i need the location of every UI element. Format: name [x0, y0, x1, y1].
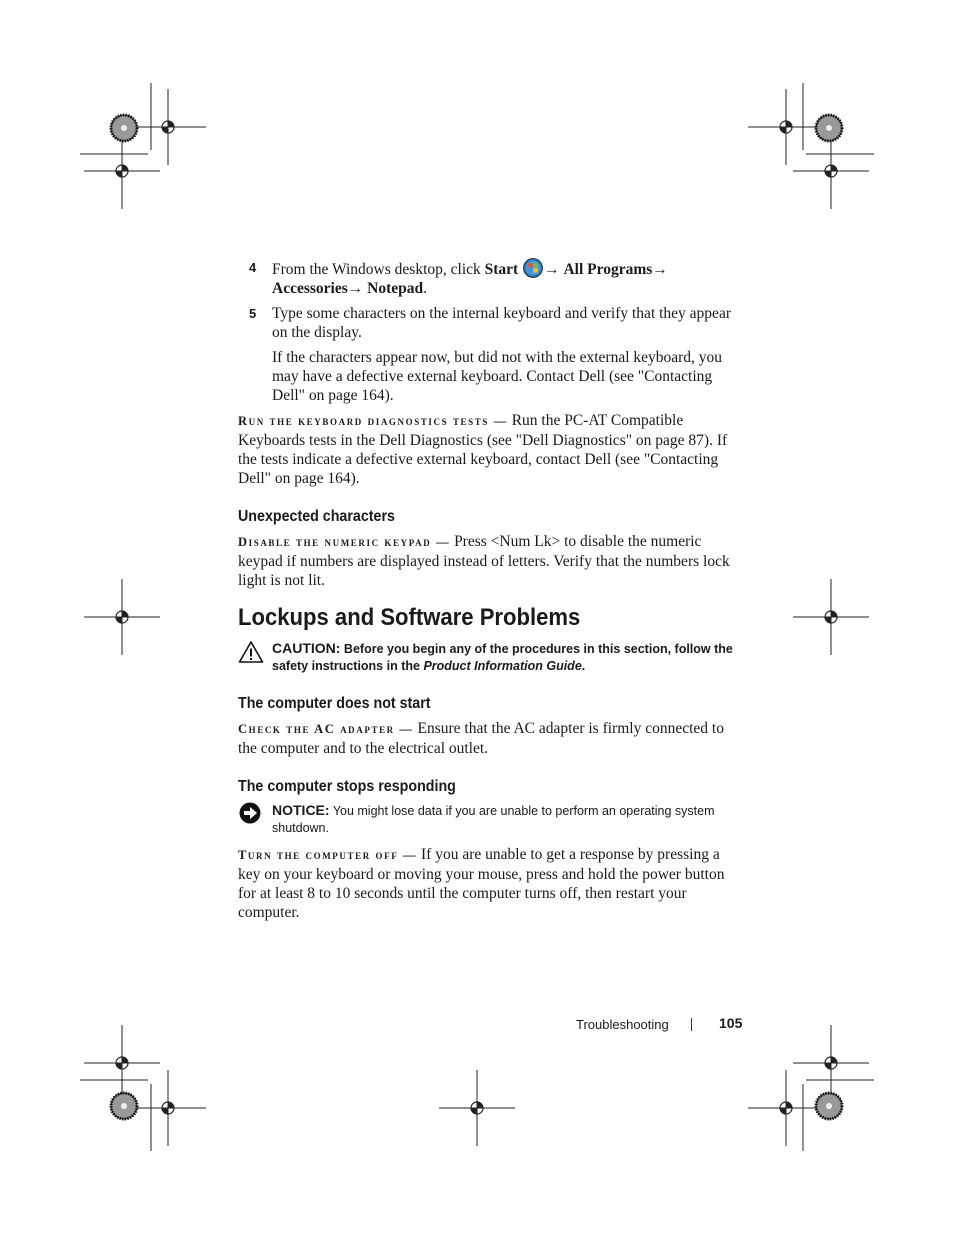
- runin-heading: Disable the numeric keypad —: [238, 535, 451, 549]
- windows-start-icon: [523, 258, 543, 278]
- runin-heading: Check the AC adapter —: [238, 722, 414, 736]
- page-number: 105: [719, 1015, 743, 1031]
- menu-arrow: →: [652, 261, 668, 278]
- caution-end: .: [581, 659, 586, 673]
- step-number: 5: [249, 306, 257, 321]
- all-programs-label: All Programs: [563, 261, 653, 278]
- notice-text: You might lose data if you are unable to perform an operating system shutdown.: [272, 804, 715, 835]
- turn-off-paragraph: [238, 845, 738, 922]
- caution-text: Before you begin any of the procedures in this section, follow the safety instructions in the: [272, 642, 733, 673]
- start-label: Start: [484, 261, 519, 278]
- registration-mark-icon: [130, 1070, 206, 1146]
- section-heading: The computer does not start: [238, 695, 431, 712]
- diagnostics-paragraph: [238, 411, 738, 488]
- registration-mark-icon: [439, 1070, 515, 1146]
- menu-arrow: →: [544, 261, 560, 278]
- color-bar-star-icon: [111, 1093, 137, 1119]
- notepad-label: Notepad: [367, 280, 424, 297]
- notice-label: NOTICE:: [272, 802, 330, 818]
- step-period: .: [423, 280, 427, 297]
- notice-note: [238, 802, 738, 837]
- caution-note: [238, 640, 738, 675]
- runin-heading: Run the keyboard diagnostics tests —: [238, 414, 508, 428]
- notice-arrow-icon: [238, 802, 264, 826]
- registration-mark-icon: [793, 1025, 869, 1101]
- chapter-heading: Lockups and Software Problems: [238, 604, 581, 631]
- caution-guide-title: Product Information Guide: [423, 659, 582, 673]
- runin-heading: Turn the computer off —: [238, 848, 418, 862]
- ac-adapter-paragraph: [238, 719, 738, 758]
- registration-mark-icon: [84, 133, 160, 209]
- color-bar-star-icon: [111, 115, 137, 141]
- section-heading: Unexpected characters: [238, 508, 395, 525]
- page-content: [238, 258, 738, 930]
- step-text: From the Windows desktop, click: [272, 261, 485, 278]
- numeric-keypad-paragraph: [238, 532, 738, 590]
- step-5: [238, 304, 738, 342]
- footer-section-name: Troubleshooting: [576, 1017, 669, 1032]
- paragraph-text: Run the PC-AT Compatible Keyboards tests in the Dell Diagnostics (see "Dell Diagnostics" on page 87). If the tests indicate a defective external keyboard, contact Dell (see "Contacting Dell" on page 164).: [238, 412, 728, 487]
- footer-divider: [691, 1018, 692, 1031]
- registration-mark-icon: [793, 133, 869, 209]
- step-5-continuation: If the characters appear now, but did not with the external keyboard, you may have a defective external keyboard. Contact Dell (see "Contacting Dell" on page 164).: [272, 349, 723, 404]
- menu-arrow: →: [347, 280, 364, 297]
- section-heading: The computer stops responding: [238, 778, 456, 795]
- caution-triangle-icon: [238, 640, 264, 664]
- registration-mark-icon: [748, 1070, 824, 1146]
- step-4: [238, 258, 738, 298]
- registration-mark-icon: [84, 579, 160, 655]
- caution-label: CAUTION:: [272, 640, 341, 656]
- step-number: 4: [249, 260, 257, 275]
- registration-mark-icon: [84, 1025, 160, 1101]
- color-bar-star-icon: [816, 1093, 842, 1119]
- color-bar-star-icon: [816, 115, 842, 141]
- paragraph-text: Ensure that the AC adapter is firmly connected to the computer and to the electrical outlet.: [238, 720, 724, 757]
- accessories-label: Accessories: [272, 280, 348, 297]
- step-text: Type some characters on the internal keyboard and verify that they appear on the display.: [272, 305, 731, 341]
- paragraph-text: Press <Num Lk> to disable the numeric keypad if numbers are displayed instead of letters. Verify that the numbers lock light is not lit.: [238, 533, 730, 589]
- paragraph-text: If you are unable to get a response by pressing a key on your keyboard or moving your mouse, press and hold the power button for at least 8 to 10 seconds until the computer turns off, then restart your computer.: [238, 846, 725, 921]
- registration-mark-icon: [793, 579, 869, 655]
